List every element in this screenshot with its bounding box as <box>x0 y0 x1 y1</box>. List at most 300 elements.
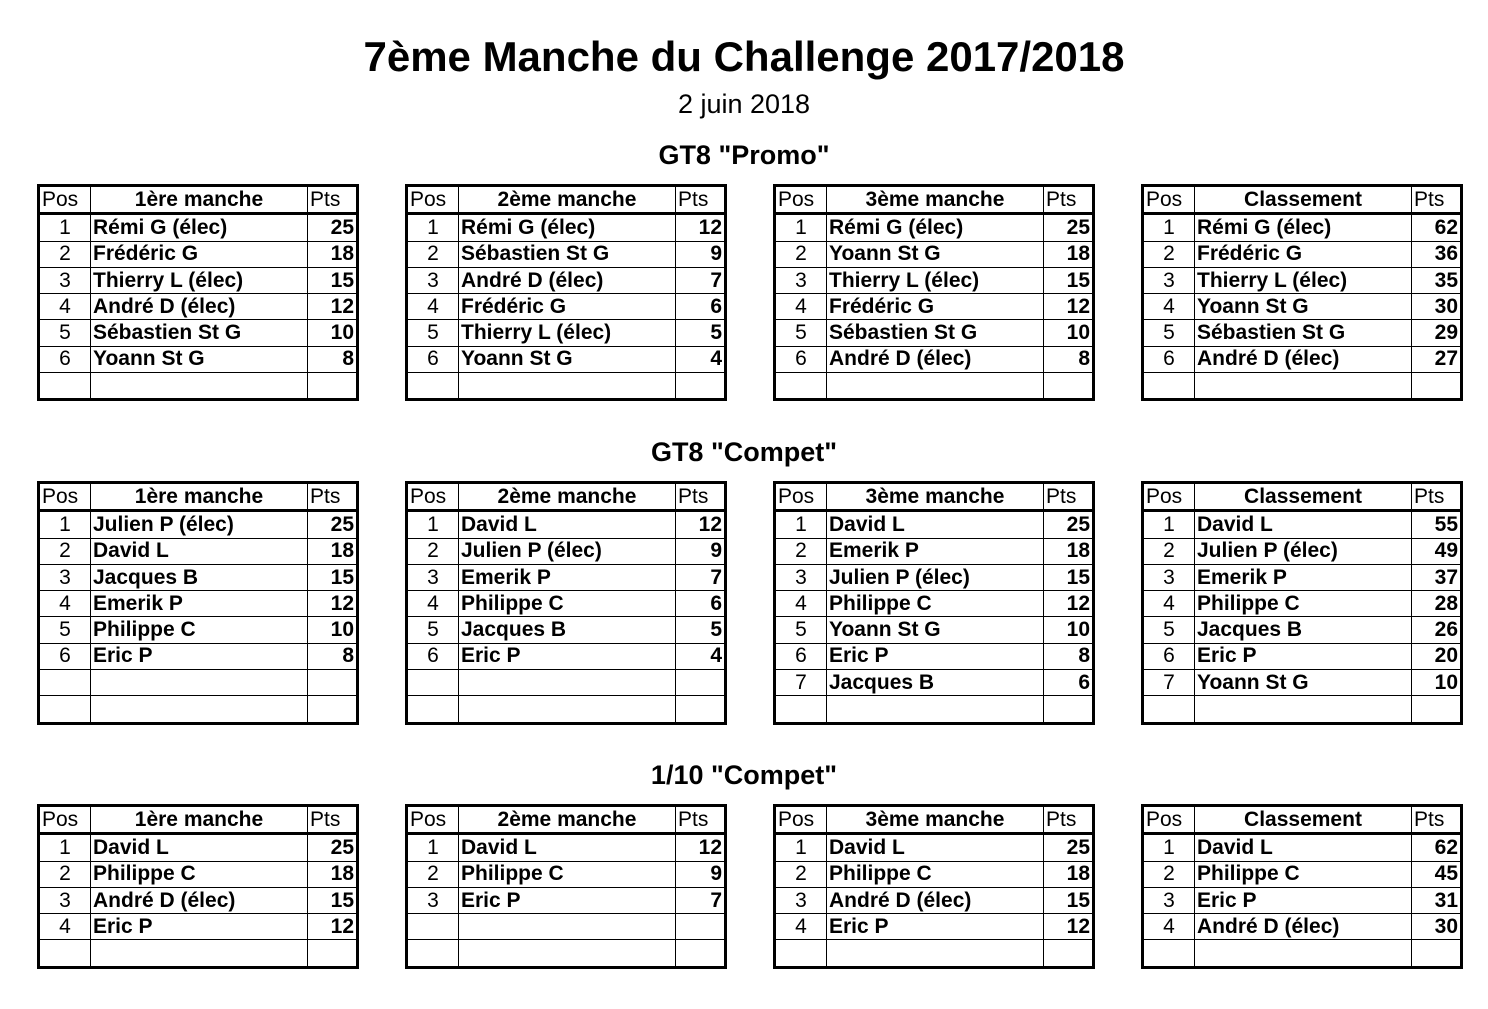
rank-cell: 4 <box>39 591 91 617</box>
results-table <box>1141 481 1463 725</box>
results-table <box>1141 804 1463 969</box>
table-row <box>39 564 358 590</box>
points-cell: 12 <box>676 511 726 538</box>
rank-cell: 5 <box>39 320 91 346</box>
rank-cell <box>775 696 827 723</box>
driver-cell: Rémi G (élec) <box>827 214 1044 241</box>
column-header-pos: Pos <box>1143 483 1195 511</box>
points-cell: 7 <box>676 564 726 590</box>
table-row <box>39 214 358 241</box>
rank-cell: 5 <box>407 320 459 346</box>
table-row <box>39 346 358 372</box>
table-row <box>407 320 726 346</box>
table-row <box>39 834 358 861</box>
table-row <box>1143 861 1462 887</box>
points-cell: 15 <box>1044 887 1094 913</box>
table-header-row <box>407 186 726 214</box>
table-row <box>1143 643 1462 669</box>
rank-cell: 1 <box>775 834 827 861</box>
points-cell: 8 <box>1044 346 1094 372</box>
table-row <box>407 591 726 617</box>
table-header-row <box>1143 186 1462 214</box>
driver-cell <box>827 940 1044 967</box>
points-cell: 10 <box>1412 670 1462 696</box>
rank-cell: 2 <box>407 241 459 267</box>
driver-cell: André D (élec) <box>91 294 308 320</box>
rank-cell <box>407 696 459 723</box>
table-row <box>407 940 726 967</box>
driver-cell: André D (élec) <box>1195 346 1412 372</box>
driver-cell <box>459 670 676 696</box>
points-cell: 12 <box>1044 914 1094 940</box>
points-cell: 10 <box>1044 617 1094 643</box>
points-cell: 15 <box>308 564 358 590</box>
section-title-gt8-promo: GT8 "Promo" <box>658 140 830 170</box>
table-row <box>39 511 358 538</box>
points-cell: 5 <box>676 617 726 643</box>
points-cell <box>1412 696 1462 723</box>
driver-cell <box>91 670 308 696</box>
column-header-pos: Pos <box>407 483 459 511</box>
points-cell: 55 <box>1412 511 1462 538</box>
rank-cell <box>407 914 459 940</box>
points-cell: 8 <box>1044 643 1094 669</box>
table-row <box>407 564 726 590</box>
table-row <box>39 591 358 617</box>
column-header-pos: Pos <box>775 186 827 214</box>
table-row <box>775 696 1094 723</box>
table-header-row <box>775 186 1094 214</box>
driver-cell: Frédéric G <box>1195 241 1412 267</box>
column-header-pts: Pts <box>1044 806 1094 834</box>
rank-cell: 2 <box>39 861 91 887</box>
rank-cell: 5 <box>775 617 827 643</box>
table-row <box>407 241 726 267</box>
points-cell: 4 <box>676 643 726 669</box>
table-row <box>775 241 1094 267</box>
table-row <box>1143 511 1462 538</box>
table-header-row <box>39 806 358 834</box>
rank-cell: 3 <box>39 887 91 913</box>
results-table <box>773 481 1095 725</box>
rank-cell: 5 <box>1143 320 1195 346</box>
table-row <box>1143 346 1462 372</box>
driver-cell <box>1195 940 1412 967</box>
table-row <box>1143 617 1462 643</box>
rank-cell: 4 <box>775 591 827 617</box>
table-row <box>39 696 358 723</box>
points-cell: 12 <box>308 591 358 617</box>
driver-cell: Rémi G (élec) <box>91 214 308 241</box>
rank-cell: 5 <box>39 617 91 643</box>
rank-cell: 5 <box>1143 617 1195 643</box>
table-row <box>775 320 1094 346</box>
table-row <box>1143 834 1462 861</box>
driver-cell: Eric P <box>827 643 1044 669</box>
results-table <box>773 804 1095 969</box>
section-gt8-promo <box>37 184 1458 401</box>
points-cell <box>676 914 726 940</box>
table-row <box>39 241 358 267</box>
points-cell: 7 <box>676 267 726 293</box>
rank-cell: 4 <box>1143 294 1195 320</box>
driver-cell: Julien P (élec) <box>91 511 308 538</box>
driver-cell: Yoann St G <box>459 346 676 372</box>
points-cell: 12 <box>676 214 726 241</box>
driver-cell: Philippe C <box>1195 591 1412 617</box>
driver-cell: Julien P (élec) <box>459 538 676 564</box>
table-row <box>407 294 726 320</box>
points-cell: 15 <box>308 887 358 913</box>
driver-cell: David L <box>459 834 676 861</box>
rank-cell: 4 <box>1143 591 1195 617</box>
rank-cell: 1 <box>1143 511 1195 538</box>
rank-cell: 5 <box>407 617 459 643</box>
rank-cell <box>1143 696 1195 723</box>
points-cell: 25 <box>1044 834 1094 861</box>
driver-cell: Philippe C <box>91 861 308 887</box>
points-cell: 10 <box>1044 320 1094 346</box>
driver-cell: Philippe C <box>827 861 1044 887</box>
driver-cell: Emerik P <box>1195 564 1412 590</box>
table-row <box>407 346 726 372</box>
table-row <box>407 267 726 293</box>
driver-cell: Rémi G (élec) <box>1195 214 1412 241</box>
results-table <box>405 481 727 725</box>
driver-cell: Jacques B <box>827 670 1044 696</box>
table-row <box>775 617 1094 643</box>
column-header-pts: Pts <box>308 806 358 834</box>
points-cell <box>308 670 358 696</box>
rank-cell: 5 <box>775 320 827 346</box>
points-cell: 25 <box>1044 214 1094 241</box>
driver-cell <box>1195 696 1412 723</box>
rank-cell <box>39 373 91 400</box>
table-row <box>1143 241 1462 267</box>
points-cell: 8 <box>308 346 358 372</box>
points-cell <box>1044 940 1094 967</box>
table-row <box>775 591 1094 617</box>
driver-cell: André D (élec) <box>827 346 1044 372</box>
points-cell: 9 <box>676 241 726 267</box>
column-header-round: 1ère manche <box>91 483 308 511</box>
points-cell: 31 <box>1412 887 1462 913</box>
points-cell: 6 <box>1044 670 1094 696</box>
rank-cell: 2 <box>39 538 91 564</box>
points-cell: 25 <box>308 511 358 538</box>
rank-cell: 3 <box>1143 887 1195 913</box>
rank-cell: 2 <box>775 538 827 564</box>
column-header-pos: Pos <box>407 806 459 834</box>
driver-cell: David L <box>827 834 1044 861</box>
rank-cell: 3 <box>407 564 459 590</box>
column-header-pts: Pts <box>308 483 358 511</box>
page-date: 2 juin 2018 <box>677 89 811 119</box>
points-cell: 20 <box>1412 643 1462 669</box>
rank-cell: 3 <box>1143 267 1195 293</box>
rank-cell: 1 <box>407 511 459 538</box>
points-cell: 15 <box>308 267 358 293</box>
rank-cell: 6 <box>407 346 459 372</box>
points-cell: 30 <box>1412 294 1462 320</box>
driver-cell: André D (élec) <box>1195 914 1412 940</box>
points-cell <box>308 940 358 967</box>
column-header-pts: Pts <box>1412 806 1462 834</box>
table-header-row <box>775 483 1094 511</box>
driver-cell: David L <box>91 538 308 564</box>
column-header-round: 1ère manche <box>91 806 308 834</box>
table-row <box>39 320 358 346</box>
driver-cell: Emerik P <box>459 564 676 590</box>
table-row <box>407 861 726 887</box>
table-row <box>1143 214 1462 241</box>
results-table <box>1141 184 1463 401</box>
driver-cell: Sébastien St G <box>91 320 308 346</box>
table-header-row <box>407 806 726 834</box>
column-header-round: 3ème manche <box>827 483 1044 511</box>
column-header-pts: Pts <box>1044 186 1094 214</box>
points-cell: 62 <box>1412 214 1462 241</box>
rank-cell: 3 <box>775 564 827 590</box>
points-cell: 12 <box>1044 591 1094 617</box>
table-row <box>1143 696 1462 723</box>
rank-cell: 2 <box>39 241 91 267</box>
points-cell: 27 <box>1412 346 1462 372</box>
column-header-pts: Pts <box>676 806 726 834</box>
rank-cell: 2 <box>1143 538 1195 564</box>
table-row <box>1143 887 1462 913</box>
table-row <box>775 564 1094 590</box>
driver-cell: David L <box>1195 834 1412 861</box>
rank-cell <box>39 696 91 723</box>
results-table <box>405 184 727 401</box>
points-cell <box>676 696 726 723</box>
section-1-10-compet <box>37 804 1458 969</box>
column-header-pts: Pts <box>1044 483 1094 511</box>
table-row <box>775 267 1094 293</box>
points-cell: 7 <box>676 887 726 913</box>
driver-cell: Emerik P <box>91 591 308 617</box>
table-row <box>1143 538 1462 564</box>
driver-cell: David L <box>91 834 308 861</box>
rank-cell: 2 <box>407 861 459 887</box>
points-cell <box>1412 373 1462 400</box>
driver-cell: Yoann St G <box>1195 670 1412 696</box>
driver-cell: Julien P (élec) <box>1195 538 1412 564</box>
rank-cell: 3 <box>39 564 91 590</box>
driver-cell: Thierry L (élec) <box>827 267 1044 293</box>
column-header-round: Classement <box>1195 483 1412 511</box>
table-row <box>775 914 1094 940</box>
driver-cell: Thierry L (élec) <box>91 267 308 293</box>
rank-cell: 4 <box>775 914 827 940</box>
driver-cell: Eric P <box>1195 643 1412 669</box>
rank-cell <box>407 373 459 400</box>
rank-cell: 3 <box>775 267 827 293</box>
driver-cell: Frédéric G <box>827 294 1044 320</box>
table-row <box>407 538 726 564</box>
points-cell <box>308 696 358 723</box>
rank-cell: 1 <box>775 511 827 538</box>
driver-cell: Eric P <box>827 914 1044 940</box>
table-header-row <box>39 186 358 214</box>
table-row <box>1143 267 1462 293</box>
driver-cell: Thierry L (élec) <box>1195 267 1412 293</box>
driver-cell: Philippe C <box>1195 861 1412 887</box>
rank-cell: 4 <box>1143 914 1195 940</box>
points-cell: 35 <box>1412 267 1462 293</box>
points-cell: 12 <box>308 914 358 940</box>
table-row <box>407 887 726 913</box>
points-cell <box>308 373 358 400</box>
driver-cell: Sébastien St G <box>827 320 1044 346</box>
rank-cell: 6 <box>775 643 827 669</box>
table-row <box>775 511 1094 538</box>
driver-cell: Emerik P <box>827 538 1044 564</box>
points-cell: 49 <box>1412 538 1462 564</box>
table-header-row <box>1143 806 1462 834</box>
table-header-row <box>39 483 358 511</box>
points-cell: 9 <box>676 861 726 887</box>
results-table <box>37 184 359 401</box>
points-cell: 18 <box>1044 241 1094 267</box>
table-header-row <box>1143 483 1462 511</box>
points-cell: 8 <box>308 643 358 669</box>
points-cell <box>1412 940 1462 967</box>
rank-cell: 4 <box>775 294 827 320</box>
driver-cell: Thierry L (élec) <box>459 320 676 346</box>
driver-cell: Eric P <box>1195 887 1412 913</box>
rank-cell: 6 <box>775 346 827 372</box>
rank-cell: 2 <box>1143 241 1195 267</box>
driver-cell: Frédéric G <box>91 241 308 267</box>
rank-cell: 1 <box>39 834 91 861</box>
driver-cell: Yoann St G <box>91 346 308 372</box>
table-row <box>39 643 358 669</box>
points-cell <box>676 373 726 400</box>
column-header-pos: Pos <box>407 186 459 214</box>
rank-cell <box>775 940 827 967</box>
table-row <box>39 373 358 400</box>
rank-cell: 2 <box>407 538 459 564</box>
points-cell: 18 <box>308 538 358 564</box>
points-cell: 18 <box>1044 861 1094 887</box>
table-row <box>775 861 1094 887</box>
table-row <box>407 670 726 696</box>
column-header-round: Classement <box>1195 186 1412 214</box>
results-table <box>405 804 727 969</box>
rank-cell: 3 <box>775 887 827 913</box>
table-row <box>407 643 726 669</box>
rank-cell <box>1143 373 1195 400</box>
table-row <box>407 834 726 861</box>
points-cell: 10 <box>308 320 358 346</box>
table-row <box>1143 940 1462 967</box>
table-row <box>1143 564 1462 590</box>
driver-cell: Eric P <box>459 887 676 913</box>
rank-cell: 2 <box>775 861 827 887</box>
column-header-round: Classement <box>1195 806 1412 834</box>
driver-cell: Philippe C <box>459 591 676 617</box>
column-header-round: 3ème manche <box>827 806 1044 834</box>
rank-cell <box>39 940 91 967</box>
rank-cell: 1 <box>775 214 827 241</box>
table-row <box>775 214 1094 241</box>
table-row <box>39 617 358 643</box>
driver-cell: Julien P (élec) <box>827 564 1044 590</box>
points-cell: 37 <box>1412 564 1462 590</box>
driver-cell: Frédéric G <box>459 294 676 320</box>
table-row <box>39 940 358 967</box>
table-row <box>775 346 1094 372</box>
driver-cell <box>459 940 676 967</box>
column-header-round: 2ème manche <box>459 806 676 834</box>
driver-cell: Yoann St G <box>1195 294 1412 320</box>
driver-cell <box>91 696 308 723</box>
column-header-pos: Pos <box>775 806 827 834</box>
column-header-round: 2ème manche <box>459 186 676 214</box>
points-cell: 4 <box>676 346 726 372</box>
table-row <box>1143 670 1462 696</box>
section-title-1-10-compet: 1/10 "Compet" <box>650 760 838 790</box>
driver-cell <box>91 940 308 967</box>
table-row <box>39 861 358 887</box>
driver-cell <box>91 373 308 400</box>
table-row <box>407 214 726 241</box>
table-row <box>39 538 358 564</box>
driver-cell: Philippe C <box>827 591 1044 617</box>
rank-cell: 6 <box>39 346 91 372</box>
table-row <box>775 538 1094 564</box>
driver-cell: Jacques B <box>459 617 676 643</box>
table-row <box>775 887 1094 913</box>
driver-cell: Yoann St G <box>827 241 1044 267</box>
rank-cell: 3 <box>1143 564 1195 590</box>
table-header-row <box>775 806 1094 834</box>
rank-cell: 1 <box>1143 214 1195 241</box>
table-row <box>407 617 726 643</box>
driver-cell <box>459 696 676 723</box>
table-row <box>1143 914 1462 940</box>
column-header-pts: Pts <box>1412 186 1462 214</box>
rank-cell: 1 <box>39 214 91 241</box>
rank-cell <box>39 670 91 696</box>
points-cell: 15 <box>1044 564 1094 590</box>
table-row <box>39 294 358 320</box>
table-header-row <box>407 483 726 511</box>
section-gt8-compet <box>37 481 1458 725</box>
rank-cell: 6 <box>1143 346 1195 372</box>
rank-cell: 3 <box>407 887 459 913</box>
table-row <box>1143 591 1462 617</box>
column-header-pts: Pts <box>1412 483 1462 511</box>
driver-cell <box>827 373 1044 400</box>
rank-cell: 1 <box>39 511 91 538</box>
table-row <box>407 914 726 940</box>
points-cell: 9 <box>676 538 726 564</box>
column-header-pts: Pts <box>676 483 726 511</box>
driver-cell <box>459 373 676 400</box>
table-row <box>1143 294 1462 320</box>
points-cell: 25 <box>1044 511 1094 538</box>
points-cell: 18 <box>308 241 358 267</box>
rank-cell: 4 <box>39 914 91 940</box>
points-cell: 12 <box>308 294 358 320</box>
rank-cell: 6 <box>39 643 91 669</box>
points-cell: 18 <box>1044 538 1094 564</box>
table-row <box>39 914 358 940</box>
rank-cell: 7 <box>775 670 827 696</box>
